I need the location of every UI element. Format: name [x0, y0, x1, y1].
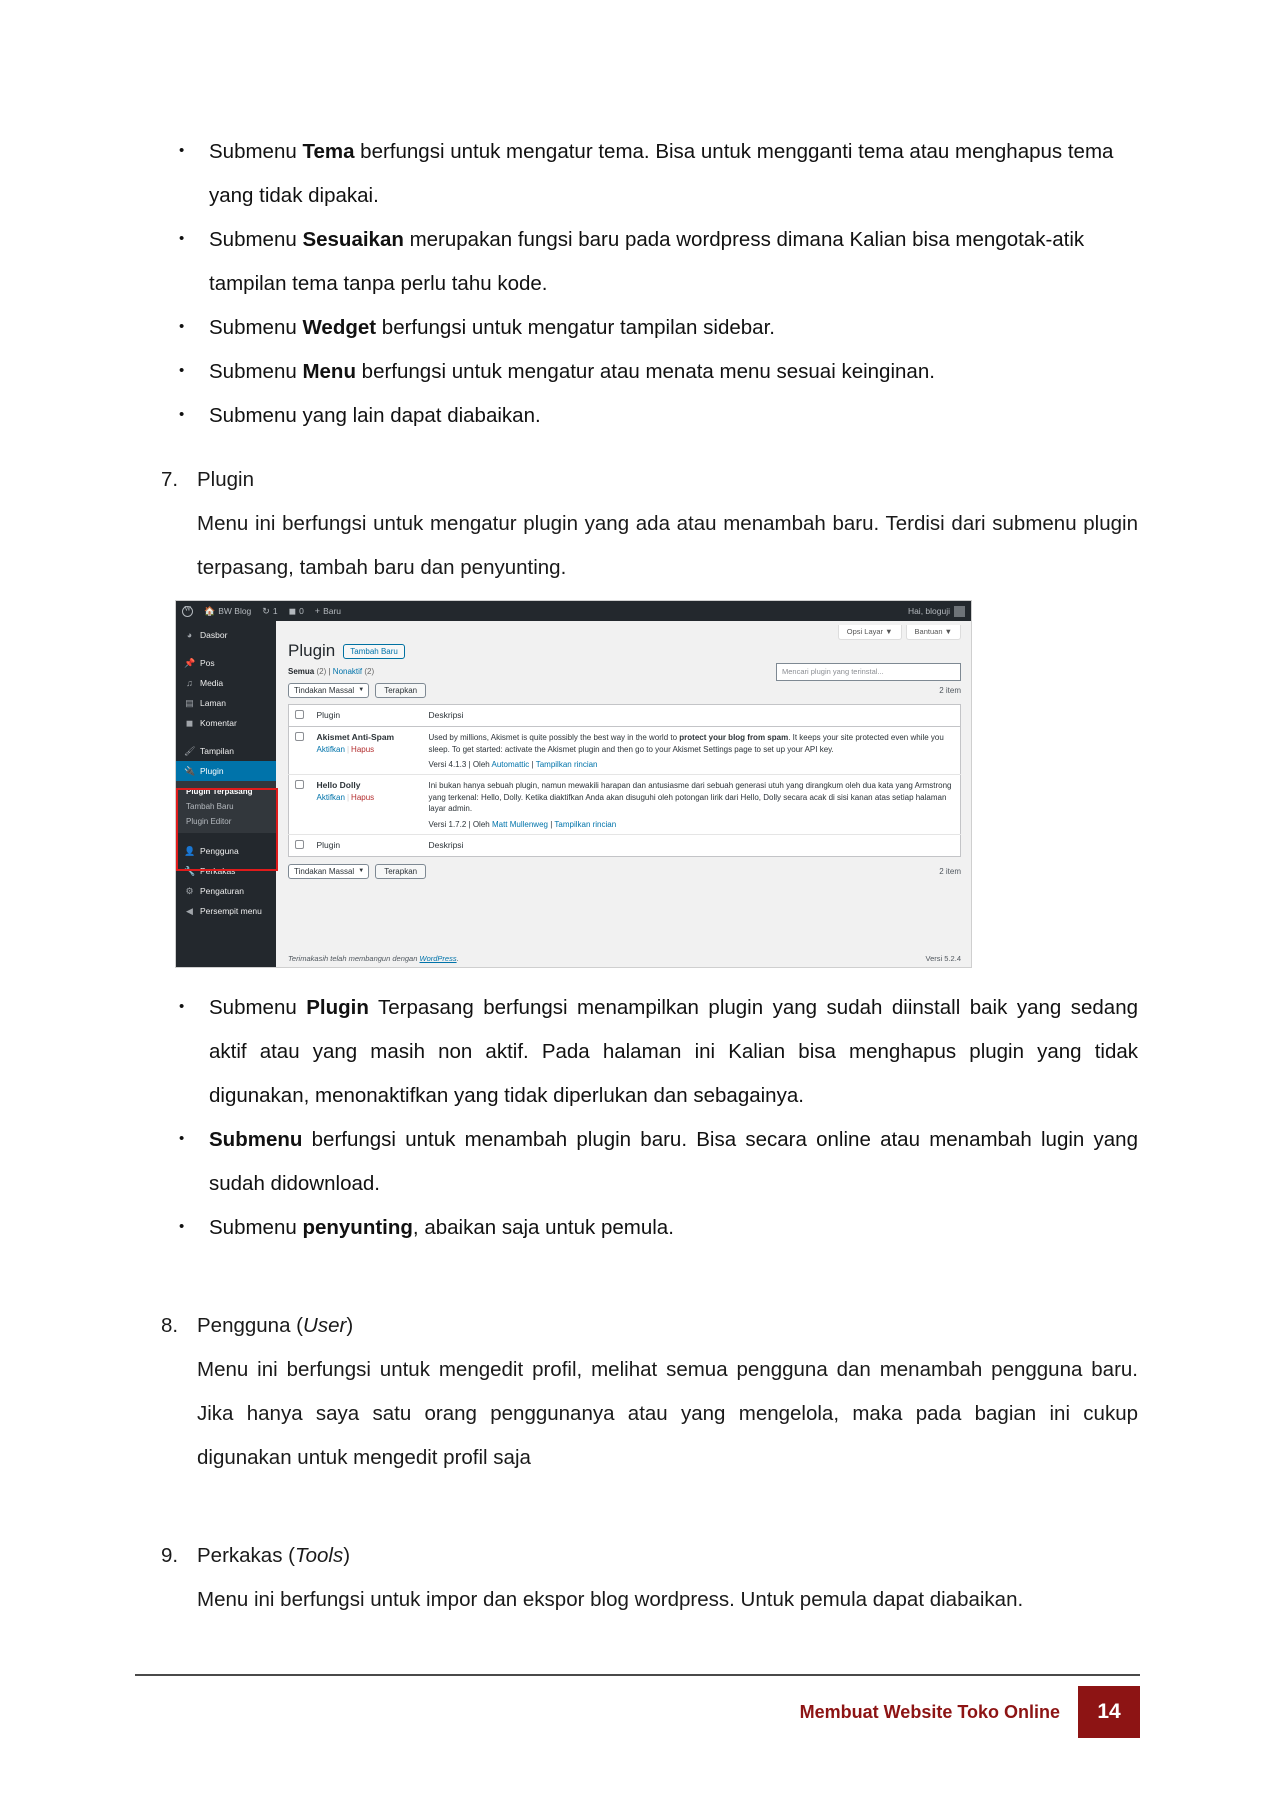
footer-row — [135, 1686, 1140, 1738]
list-item — [135, 350, 1138, 394]
updates-menu[interactable] — [262, 606, 277, 616]
wp-logo-icon[interactable] — [182, 606, 193, 617]
section-title — [197, 1306, 1138, 1346]
appearance-icon: 🖌 — [184, 745, 196, 756]
section-title-tail: ) — [343, 1544, 351, 1567]
page-number-badge: 14 — [1078, 1686, 1140, 1738]
section-number: 9. — [161, 1544, 179, 1567]
thanks-prefix: Terimakasih telah membangun dengan — [288, 954, 420, 963]
action-separator: | — [346, 745, 350, 754]
column-footer-description: Deskripsi — [423, 834, 961, 856]
bullet-text-prefix: Submenu — [209, 140, 303, 163]
footer-thanks-text — [288, 954, 459, 963]
wordpress-link[interactable]: WordPress — [419, 954, 457, 963]
bullet-text-bold: Sesuaikan — [302, 228, 404, 251]
wp-admin-body — [176, 621, 971, 968]
row-checkbox[interactable] — [295, 780, 304, 789]
section-number: 7. — [161, 468, 179, 491]
page-icon: ▤ — [185, 697, 194, 708]
section-title: Plugin — [197, 468, 254, 491]
page-footer — [135, 1674, 1140, 1738]
filter-all-count: (2) — [316, 667, 327, 676]
column-header-plugin: Plugin — [311, 705, 423, 727]
bullet-text-rest: berfungsi untuk mengatur tampilan sidebar. — [376, 316, 775, 339]
sidebar-item-label: Komentar — [200, 718, 237, 728]
action-separator: | — [346, 793, 350, 803]
plugins-table — [288, 704, 961, 857]
plugin-description-cell — [423, 727, 961, 775]
sidebar-item-pengguna[interactable] — [176, 841, 276, 861]
bullet-text-rest: berfungsi untuk mengatur tema. Bisa untuk mengganti tema atau menghapus tema yang tidak dipakai. — [209, 140, 1114, 207]
comments-count: 0 — [299, 606, 304, 616]
section-paragraph: Menu ini berfungsi untuk mengatur plugin yang ada atau menambah baru. Terdisi dari submenu plugin terpasang, tambah baru dan penyunting. — [197, 512, 1138, 579]
page-title: Plugin — [288, 641, 336, 660]
howdy-label: Hai, bloguji — [907, 606, 950, 616]
plugin-details-link[interactable]: Tampilkan rincian — [535, 760, 598, 770]
select-all-footer[interactable] — [289, 834, 311, 856]
media-icon: ♫ — [186, 677, 193, 688]
section-paragraph: Menu ini berfungsi untuk impor dan ekspor blog wordpress. Untuk pemula dapat diabaikan. — [197, 1588, 1024, 1611]
plugin-bullet-list — [135, 986, 1138, 1250]
sidebar-item-label: Pengaturan — [200, 886, 244, 896]
list-item — [135, 394, 1138, 438]
help-tab[interactable]: Bantuan ▼ — [906, 625, 961, 640]
chevron-down-icon: ▼ — [358, 687, 365, 693]
plugin-version: Versi 1.7.2 | Oleh — [428, 819, 492, 829]
bullet-text-prefix: Submenu — [209, 228, 303, 251]
bulk-action-select-top[interactable] — [288, 683, 369, 698]
section-title-plain: Pengguna ( — [197, 1314, 304, 1337]
sidebar-item-media[interactable] — [176, 673, 276, 693]
plugin-name-cell — [311, 775, 423, 835]
submenu-bullet-list-top — [135, 130, 1138, 438]
plugin-meta — [429, 760, 955, 769]
sidebar-item-label: Perkakas — [200, 866, 236, 876]
bulk-action-label: Tindakan Massal — [294, 866, 355, 876]
section-number: 8. — [161, 1314, 179, 1337]
sidebar-item-label: Pengguna — [200, 846, 239, 856]
section-title-tail: ) — [346, 1314, 354, 1337]
description-part-2: . It keeps your site protected even while you sleep. To get started: activate the Akismet plugin and then go to your Akismet Settings page to set up your API key. — [428, 733, 944, 754]
sidebar-item-label: Tampilan — [200, 746, 235, 756]
plugin-submenu — [176, 781, 276, 833]
column-header-description: Deskripsi — [423, 705, 961, 727]
updates-icon: ↻ — [262, 605, 270, 616]
table-footer-row — [289, 834, 961, 856]
bullet-text-rest: Terpasang berfungsi menampilkan plugin yang sudah diinstall baik yang sedang aktif atau yang masih non aktif. Pada halaman ini Kalian bisa menghapus plugin yang tidak digunakan, menonaktifkan yang tidak diperlukan dan sebagainya. — [209, 996, 1139, 1107]
item-count-bottom: 2 item — [939, 866, 961, 876]
bullet-text-prefix: Submenu — [209, 996, 307, 1019]
plugin-details-link[interactable]: Tampilkan rincian — [554, 819, 617, 829]
plugin-row-actions — [317, 745, 417, 754]
bullet-text-prefix: Submenu — [209, 1216, 303, 1239]
plugin-version: Versi 4.1.3 | Oleh — [428, 760, 492, 770]
tablenav-bottom — [288, 864, 961, 879]
select-all-checkbox-footer[interactable] — [295, 840, 304, 849]
plugin-name: Akismet Anti-Spam — [316, 732, 395, 742]
add-new-plugin-button[interactable]: Tambah Baru — [343, 644, 405, 659]
sidebar-item-label: Plugin — [200, 766, 224, 776]
bullet-text-bold: penyunting — [302, 1216, 413, 1239]
table-row — [289, 727, 961, 775]
meta-separator: | — [529, 760, 536, 770]
account-menu[interactable] — [908, 606, 965, 617]
column-footer-plugin: Plugin — [311, 834, 423, 856]
plugin-description-cell — [423, 775, 961, 835]
wp-version-label: Versi 5.2.4 — [925, 954, 961, 963]
home-icon: 🏠 — [204, 605, 216, 616]
avatar — [954, 606, 965, 617]
sidebar-item-perkakas[interactable] — [176, 861, 276, 881]
search-input[interactable]: Mencari plugin yang terinstal... — [776, 663, 961, 681]
menu-separator — [176, 733, 276, 741]
bullet-text-rest: berfungsi untuk mengatur atau menata menu sesuai keinginan. — [355, 360, 935, 383]
settings-icon: ⚙ — [185, 885, 194, 896]
section-title-italic: User — [303, 1314, 347, 1337]
sidebar-item-label: Media — [200, 678, 224, 688]
bulk-action-select-bottom[interactable] — [288, 864, 369, 879]
description-part-1: Used by millions, Akismet is quite possibly the best way in the world to — [428, 733, 680, 742]
wp-admin-bar — [176, 601, 971, 621]
select-all-checkbox[interactable] — [295, 710, 304, 719]
delete-link[interactable]: Hapus — [351, 793, 375, 803]
comment-icon: ◼ — [288, 605, 297, 616]
thanks-suffix: . — [456, 954, 459, 963]
site-name-menu[interactable] — [204, 606, 251, 616]
submenu-item-plugin-editor[interactable]: Plugin Editor — [186, 817, 232, 826]
section-title-italic: Tools — [294, 1544, 344, 1567]
list-item — [135, 1118, 1138, 1206]
row-select-cell[interactable] — [289, 727, 311, 775]
sidebar-item-komentar[interactable] — [176, 713, 276, 733]
plugin-author-link[interactable]: Automattic — [491, 760, 530, 770]
filter-all-label[interactable]: Semua — [288, 667, 315, 676]
plugin-description — [429, 732, 955, 755]
item-count-top: 2 item — [939, 686, 961, 695]
pin-icon: 📌 — [184, 657, 196, 668]
select-all-header[interactable] — [289, 705, 311, 727]
bullet-text-rest: berfungsi untuk menambah plugin baru. Bisa secara online atau menambah lugin yang sudah didownload. — [209, 1128, 1138, 1195]
activate-link[interactable]: Aktifkan — [316, 793, 345, 803]
sidebar-item-label: Persempit menu — [200, 906, 262, 916]
menu-separator — [176, 833, 276, 841]
plugin-description: Ini bukan hanya sebuah plugin, namun mewakili harapan dan antusiasme dari sebuah generasi utuh yang dirangkum oleh dua kata yang Armstrong yang terkenal: Hello, Dolly. Ketika diaktifkan Anda akan disuguhi oleh potongan lirik dari Hello, Dolly secara acak di sisi kanan atas setiap halaman layar admin. — [428, 781, 952, 814]
table-row — [289, 775, 961, 835]
section-title-plain: Perkakas ( — [197, 1544, 295, 1567]
sidebar-item-laman[interactable] — [176, 693, 276, 713]
dashboard-icon: ◕ — [186, 629, 193, 640]
bullet-text-bold: Submenu — [209, 1128, 303, 1151]
footer-title: Membuat Website Toko Online — [799, 1701, 1060, 1722]
tablenav-top — [288, 683, 961, 698]
plugin-row-actions — [317, 793, 417, 802]
sidebar-item-dasbor[interactable] — [176, 625, 276, 645]
section-title — [197, 1536, 1138, 1576]
user-icon: 👤 — [184, 845, 196, 856]
spacer — [135, 1250, 1138, 1280]
submenu-item-plugin-terpasang[interactable]: Plugin Terpasang — [186, 787, 253, 796]
sidebar-item-label: Dasbor — [200, 630, 228, 640]
section-7 — [135, 460, 1138, 590]
tools-icon: 🔧 — [184, 865, 196, 876]
row-select-cell[interactable] — [289, 775, 311, 835]
new-content-label: Baru — [323, 606, 342, 616]
bullet-text-bold: Wedget — [302, 316, 377, 339]
sidebar-item-pos[interactable] — [176, 653, 276, 673]
sidebar-item-label: Laman — [200, 698, 226, 708]
comment-icon: ◼ — [185, 717, 194, 728]
table-header-row — [289, 705, 961, 727]
wp-admin-menu — [176, 621, 276, 968]
footer-divider — [135, 1674, 1140, 1676]
plugin-name-cell — [311, 727, 423, 775]
updates-count: 1 — [272, 606, 278, 616]
filter-inactive-label[interactable]: Nonaktif — [332, 667, 363, 676]
chevron-down-icon: ▼ — [358, 867, 365, 874]
site-name-label: BW Blog — [218, 606, 252, 616]
submenu-item-tambah-baru[interactable]: Tambah Baru — [186, 802, 234, 811]
bullet-text-prefix: Submenu yang lain dapat diabaikan. — [209, 404, 541, 427]
comments-menu[interactable] — [289, 606, 304, 616]
plus-icon: + — [314, 605, 321, 616]
screen-meta-links — [838, 625, 961, 640]
bullet-text-prefix: Submenu — [209, 360, 303, 383]
bullet-text-bold: Menu — [302, 360, 356, 383]
sidebar-item-pengaturan[interactable] — [176, 881, 276, 901]
sidebar-item-tampilan[interactable] — [176, 741, 276, 761]
filter-inactive-count: (2) — [364, 667, 375, 676]
menu-separator — [176, 645, 276, 653]
new-content-menu[interactable] — [315, 606, 341, 616]
sidebar-item-plugin[interactable] — [176, 761, 276, 781]
page-heading-row — [288, 641, 961, 661]
row-checkbox[interactable] — [295, 732, 304, 741]
spacer — [135, 1480, 1138, 1510]
bulk-action-label: Tindakan Massal — [294, 686, 355, 695]
list-item — [135, 986, 1138, 1118]
apply-button-top[interactable]: Terapkan — [375, 683, 426, 698]
wordpress-admin-screenshot — [175, 600, 972, 968]
list-item — [135, 130, 1138, 218]
list-item — [135, 218, 1138, 306]
sidebar-item-label: Pos — [200, 658, 215, 668]
list-item — [135, 1206, 1138, 1250]
bullet-text-rest: merupakan fungsi baru pada wordpress dimana Kalian bisa mengotak-atik tampilan tema tanpa perlu tahu kode. — [209, 228, 1085, 295]
bullet-text-bold: Plugin — [306, 996, 369, 1019]
description-bold: protect your blog from spam — [679, 733, 789, 742]
bullet-text-bold: Tema — [302, 140, 355, 163]
activate-link[interactable]: Aktifkan — [316, 745, 345, 754]
screen-options-tab[interactable]: Opsi Layar ▼ — [838, 625, 902, 640]
sidebar-collapse-button[interactable] — [176, 901, 276, 921]
bullet-text-rest: , abaikan saja untuk pemula. — [412, 1216, 674, 1239]
meta-separator: | — [547, 819, 555, 829]
wp-content-area — [276, 621, 971, 968]
section-8 — [135, 1306, 1138, 1480]
plugin-icon: 🔌 — [184, 765, 196, 776]
filter-separator: | — [328, 667, 331, 676]
bullet-text-prefix: Submenu — [209, 316, 303, 339]
collapse-icon: ◀ — [186, 905, 193, 916]
delete-link[interactable]: Hapus — [351, 745, 375, 754]
section-9 — [135, 1536, 1138, 1622]
list-item — [135, 306, 1138, 350]
apply-button-bottom[interactable]: Terapkan — [375, 864, 426, 879]
wp-admin-footer — [288, 954, 961, 963]
plugin-meta — [429, 820, 955, 829]
plugin-name: Hello Dolly — [316, 780, 361, 791]
plugin-author-link[interactable]: Matt Mullenweg — [491, 819, 548, 829]
section-paragraph: Menu ini berfungsi untuk mengedit profil, melihat semua pengguna dan menambah pengguna baru. Jika hanya saya satu orang penggunanya atau yang mengelola, maka pada bagian ini cukup digunakan untuk mengedit profil saja — [197, 1358, 1138, 1469]
